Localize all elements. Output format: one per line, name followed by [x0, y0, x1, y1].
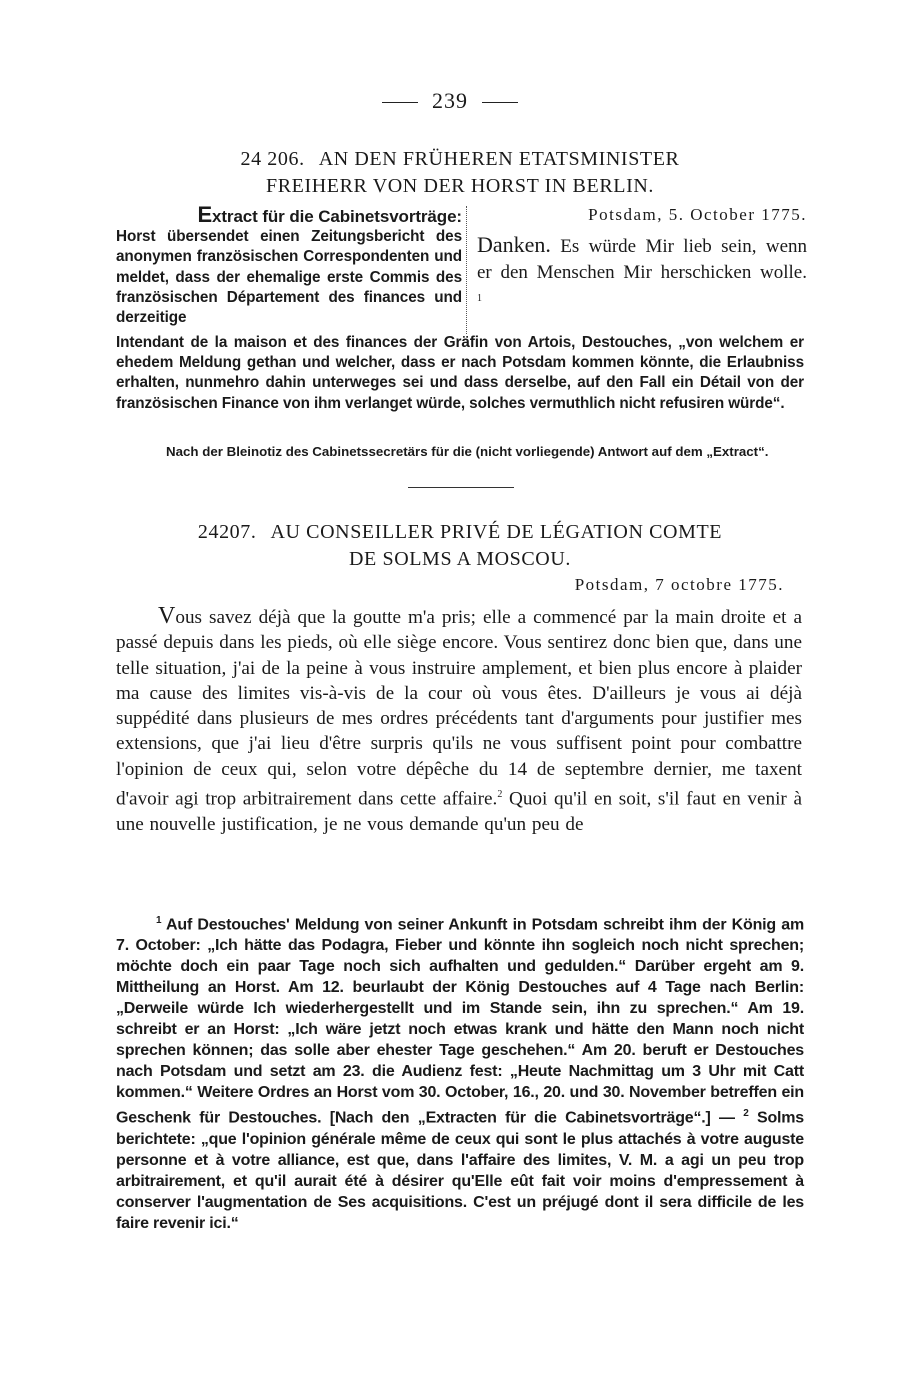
footnote-mark-1: 1 — [477, 293, 482, 304]
column-separator — [466, 206, 467, 334]
extract-lead: Extract für die Cabinetsvorträge: — [197, 202, 462, 227]
page-number-dash-right — [482, 102, 518, 103]
letter1-note: Nach der Bleinotiz des Cabinetssecretärs für die (nicht vorliegende) Antwort auf dem „Extract“. — [166, 444, 769, 459]
letter2-title-line2: DE SOLMS A MOSCOU. — [349, 548, 571, 570]
letter2-dateline: Potsdam, 7 octobre 1775. — [574, 575, 784, 594]
letter1-reply-text: Danken. Es würde Mir lieb sein, wenn er den Menschen Mir herschicken wolle. $^1$ — [477, 232, 807, 304]
letter1-extract-column — [116, 202, 462, 328]
footnotes — [116, 910, 804, 1234]
letter1-title-line2: FREIHERR VON DER HORST IN BERLIN. — [266, 175, 654, 197]
letter1-reply-column — [477, 202, 807, 316]
letter1-title-line1: AN DEN FRÜHEREN ETATSMINISTER — [318, 148, 680, 170]
letter2-title-line1: AU CONSEILLER PRIVÉ DE LÉGATION COMTE — [270, 521, 723, 543]
footnote-2-mark: 2 — [743, 1108, 749, 1120]
letter1-number: 24 206. — [240, 148, 305, 170]
footnote-mark-2: 2 — [497, 789, 503, 801]
letter1-dateline: Potsdam, 5. October 1775. — [588, 205, 807, 224]
letter1-extract-continued: Intendant de la maison et des finances der Gräfin von Artois, Destouches, „von welchem er ehedem Meldung gethan und welcher, dass er nach Potsdam kommen könnte, die Erlaubniss erhalten, nunmehro dahin unterweges sei und dass derselbe, auf den Fall ein Détail von der französischen Finance von ihm verlanget würde, solches vermuthlich nicht refusiren würde“. — [116, 334, 804, 412]
page-number: 239 — [0, 88, 900, 114]
letter2-initial: V — [158, 603, 176, 629]
footnote-2: Solms berichtete: „que l'opinion générale même de ceux qui sont le plus attachés à votre auguste personne et à votre alliance, est que, dans l'affaire des limites, V. M. a agi un peu trop arbitrairement, et qu'il aurait été à désirer qu'Elle eût fait voir moins d'empressement à conserver l'augmentation de Ses acquisitions. C'est un préjugé dont il sera difficile de les faire revenir ici.“ — [116, 1109, 804, 1232]
section-divider — [408, 487, 514, 488]
letter1-heading — [150, 146, 770, 200]
page-number-dash-left — [382, 102, 418, 103]
letter2-body: Vous savez déjà que la goutte m'a pris; elle a commencé par la main droite et a passé depuis dans les pieds, où elle siège encore. Vous sentirez donc bien que, dans une telle situation, j'ai de la peine à vous instruire amplement, et bien plus encore à plaider ma cause des limites vis-à-vis de la cour où vous êtes. D'ailleurs je vous ai déjà suppédité dans plusieurs de mes ordres précédents tant d'arguments pour justifier mes extensions, que j'ai lieu d'être surpris qu'ils ne vous suffisent point pour combattre l'opinion de ceux qui, selon votre dépêche du 14 de septembre dernier, me taxent d'avoir agi trop arbitrairement dans cette affaire.$^2$ Quoi qu'il en soit, s'il faut en venir à une nouvelle justification, je ne vous demande qu'un peu de — [116, 603, 802, 835]
footnote-1-mark: 1 — [156, 915, 162, 926]
letter2-heading — [150, 519, 770, 573]
footnote-1: Auf Destouches' Meldung von seiner Ankunft in Potsdam schreibt ihm der König am 7. October: „Ich hätte das Podagra, Fieber und könnte ihn sogleich noch nicht sprechen; möchte doch ein paar Tage noch sich aufhalten und gedulden.“ Darüber ergeht am 9. Mittheilung an Horst. Am 12. beurlaubt der König Destouches auf 4 Tage nach Berlin: „Derweile würde Ich wiederhergestellt und im Stande sein, ihn zu sprechen.“ Am 19. schreibt er an Horst: „Ich wäre jetzt noch etwas krank und hätte den Mann noch nicht sprechen können; das solle aber ehester Tage geschehen.“ Am 20. beruft er Destouches nach Potsdam und setzt am 23. die Audienz fest: „Heute Nachmittag um 3 Uhr mit Catt kommen.“ Weitere Ordres an Horst vom 30. October, 16., 20. und 30. November betreffen ein Geschenk für Destouches. [Nach den „Extracten für die Cabinetsvorträge“.] — — [116, 916, 804, 1127]
letter2-number: 24207. — [197, 521, 257, 543]
extract-text-column: Horst übersendet einen Zeitungsbericht des anonymen französischen Correspondenten und meldet, dass der ehemalige erste Commis des französischen Département des finances und derzeitige — [116, 228, 462, 327]
